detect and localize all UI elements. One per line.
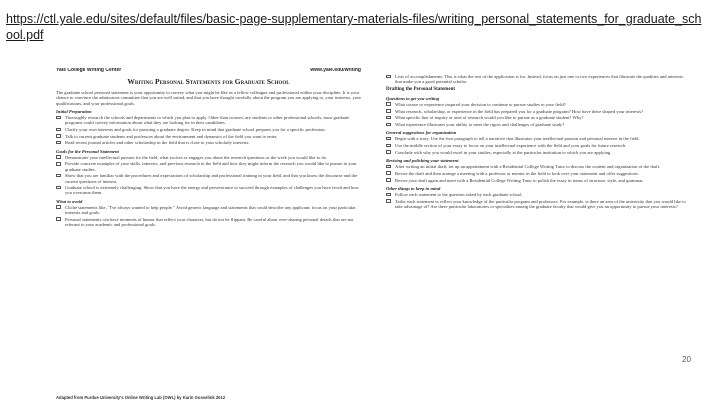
checklist-item-text: Conclude with why you would excel in your studies, especially at the particular institution to which you are applying. [395, 149, 612, 155]
intro-paragraph: The graduate school personal statement is your opportunity to convey what you might be like as a fellow colleague and professional within your discipline. It is your chance to convince the admissions committee that you are well suited, and that you have thought carefully about the program you are applying to, your interests, your qualifications, and your professional goals. [56, 90, 361, 106]
section-heading: Goals for the Personal Statement [56, 148, 119, 154]
checklist-item-text: Personal statements can have moments of humor that reflect your character, but do not be flippant. Be careful about over-sharing personal details that are not relevant to your academic and professional goals. [65, 216, 354, 227]
checkbox-icon [56, 141, 61, 145]
checkbox-icon [386, 178, 391, 182]
checklist-item-text: What course or experience inspired your decision to continue to pursue studies in your field? [395, 101, 566, 107]
checklist-item [56, 217, 361, 227]
document-url-link[interactable]: https://ctl.yale.edu/sites/default/files/basic-page-supplementary-materials-files/writing_personal_statements_for_graduate_school.pdf [6, 12, 702, 42]
website: www.yale.edu/writing [310, 68, 361, 73]
doc-title: Writing Personal Statements for Graduate School [127, 77, 290, 87]
slide-page-number: 20 [682, 355, 691, 364]
checklist-item-text: After writing an initial draft, set up an appointment with a Residential College Writing Tutor to discuss the content and organization of the draft. [395, 164, 661, 170]
checklist-item [386, 178, 686, 183]
checkbox-icon [386, 75, 391, 79]
checkbox-icon [386, 165, 391, 169]
section-heading: Revising and polishing your statement [386, 157, 459, 163]
checklist-item [386, 74, 686, 84]
section-heading: Drafting the Personal Statement [386, 87, 456, 93]
checklist-item-text: What experience illustrates your ability to meet the rigors and challenges of graduate study? [395, 121, 565, 127]
checklist-item [386, 199, 686, 209]
checklist-item [386, 192, 686, 197]
checklist-item [56, 173, 361, 183]
checkbox-icon [56, 155, 61, 159]
checklist-item-text: Begin with a story. Use the first paragraph to tell a narrative that illustrates your intellectual passion and personal interest in the field. [395, 136, 640, 142]
checklist-item-text: Thoroughly research the schools and departments to which you plan to apply. Other than courses, are students or other professional schools, most graduate programs could convey information about what they are looking for in their candidates. [65, 115, 350, 126]
checklist-item-text: Revise your draft again and meet with a Residential College Writing Tutor to polish the essay in terms of structure, style, and grammar. [395, 177, 644, 183]
checklist-item-text: Follow each statement to the question asked by each graduate school. [395, 191, 523, 197]
doc-footer: Adapted from Purdue University's Online Writing Lab (OWL) by Karin Gosselink 2012 [56, 394, 226, 400]
checklist-item-text: Read recent journal articles and other scholarship in the field that is close to your scholarly interests. [65, 140, 250, 146]
checkbox-icon [386, 109, 391, 113]
checkbox-icon [386, 123, 391, 127]
pdf-page [56, 68, 696, 402]
checkbox-icon [56, 174, 61, 178]
right-column [386, 74, 686, 402]
checklist-item [386, 136, 686, 141]
section-heading: Other things to keep in mind [386, 185, 441, 191]
checklist-item [386, 102, 686, 107]
checkbox-icon [386, 171, 391, 175]
checkbox-icon [386, 144, 391, 148]
checkbox-icon [386, 102, 391, 106]
right-sections [386, 74, 686, 209]
checkbox-icon [56, 186, 61, 190]
checklist-item-text: Cliche statements like, "I've always wanted to help people." Avoid generic language and statements that could describe any applicant; focus on your particular interests and goals. [65, 204, 356, 216]
checkbox-icon [56, 162, 61, 166]
checklist-item [56, 115, 361, 125]
checklist-item [386, 122, 686, 127]
checkbox-icon [56, 116, 61, 120]
checkbox-icon [386, 199, 391, 203]
checklist-item [386, 171, 686, 176]
checklist-item-text: Use the middle section of your essay to focus on your intellectual experience with the field and your goals for future research. [395, 143, 627, 149]
center-name: Yale College Writing Center [56, 68, 122, 73]
checklist-item [56, 134, 361, 139]
checklist-item [386, 150, 686, 155]
section-heading: Initial Preparation [56, 108, 92, 114]
checkbox-icon [386, 137, 391, 141]
checklist-item-text: Lists of accomplishments: This is what the rest of the application is for. Instead, focus on just one or two experiences that illustrate the qualities and interests that make you a good potential scholar. [395, 74, 683, 85]
left-sections [56, 109, 361, 227]
doc-header [56, 68, 361, 73]
checklist-item [56, 161, 361, 171]
checklist-item-text: What specific line of inquiry or area of research would you like to pursue as a graduate student? Why? [395, 115, 584, 121]
checklist-item-text: Provide concrete examples of your skills, interests, and previous research in the field and how they might inform the research you would like to pursue in your graduate studies. [65, 161, 357, 172]
checklist-item [56, 140, 361, 145]
checklist-item-text: Show that you are familiar with the procedures and expectations of scholarship and professional training in your field, and that you know the discourse and the current questions of interest. [65, 173, 358, 184]
checklist-item [56, 205, 361, 215]
checkbox-icon [386, 150, 391, 154]
checklist-item-text: Talk to current graduate students and professors about the environment and dynamics of the field you want to enter. [65, 133, 278, 139]
checklist-item-text: Clarify your own interests and goals for pursuing a graduate degree. Keep in mind that graduate school prepares you for a specific profession. [65, 126, 326, 132]
checklist-item [56, 185, 361, 195]
checkbox-icon [386, 193, 391, 197]
checkbox-icon [56, 128, 61, 132]
checklist-item-text: Revise the draft and then arrange a meeting with a professor or mentor in the field to look over your statement and offer suggestions. [395, 170, 640, 176]
section-heading: General suggestions for organization [386, 130, 457, 136]
checklist-item [56, 127, 361, 132]
checkbox-icon [56, 217, 61, 221]
section-heading: What to avoid [56, 198, 83, 204]
checklist-item [386, 115, 686, 120]
checkbox-icon [386, 116, 391, 120]
checklist-item-text: Tailor each statement to reflect your knowledge of the particular program and professors. For example, is there an area of the university that you would like to take advantage of? Are there particular laboratories or specialties among the graduate faculty that would give you an opportunity to pursue your interests? [395, 198, 686, 209]
checklist-item [386, 143, 686, 148]
checklist-item-text: Demonstrate your intellectual passion for the field, what excites or engages you about the research questions or the work you would like to do. [65, 154, 328, 160]
checklist-item [386, 164, 686, 169]
checklist-item-text: What research, scholarship, or experience in the field has prepared you for a graduate program? How have these shaped your interests? [395, 108, 644, 114]
checkbox-icon [56, 134, 61, 138]
checklist-item [56, 155, 361, 160]
left-column [56, 68, 361, 402]
checklist-item [386, 109, 686, 114]
section-heading: Questions to get you writing [386, 95, 440, 101]
checkbox-icon [56, 205, 61, 209]
checklist-item-text: Graduate school is extremely challenging. Show that you have the energy and perseverance to succeed through examples of challenges you have faced and how you overcame them. [65, 185, 359, 196]
